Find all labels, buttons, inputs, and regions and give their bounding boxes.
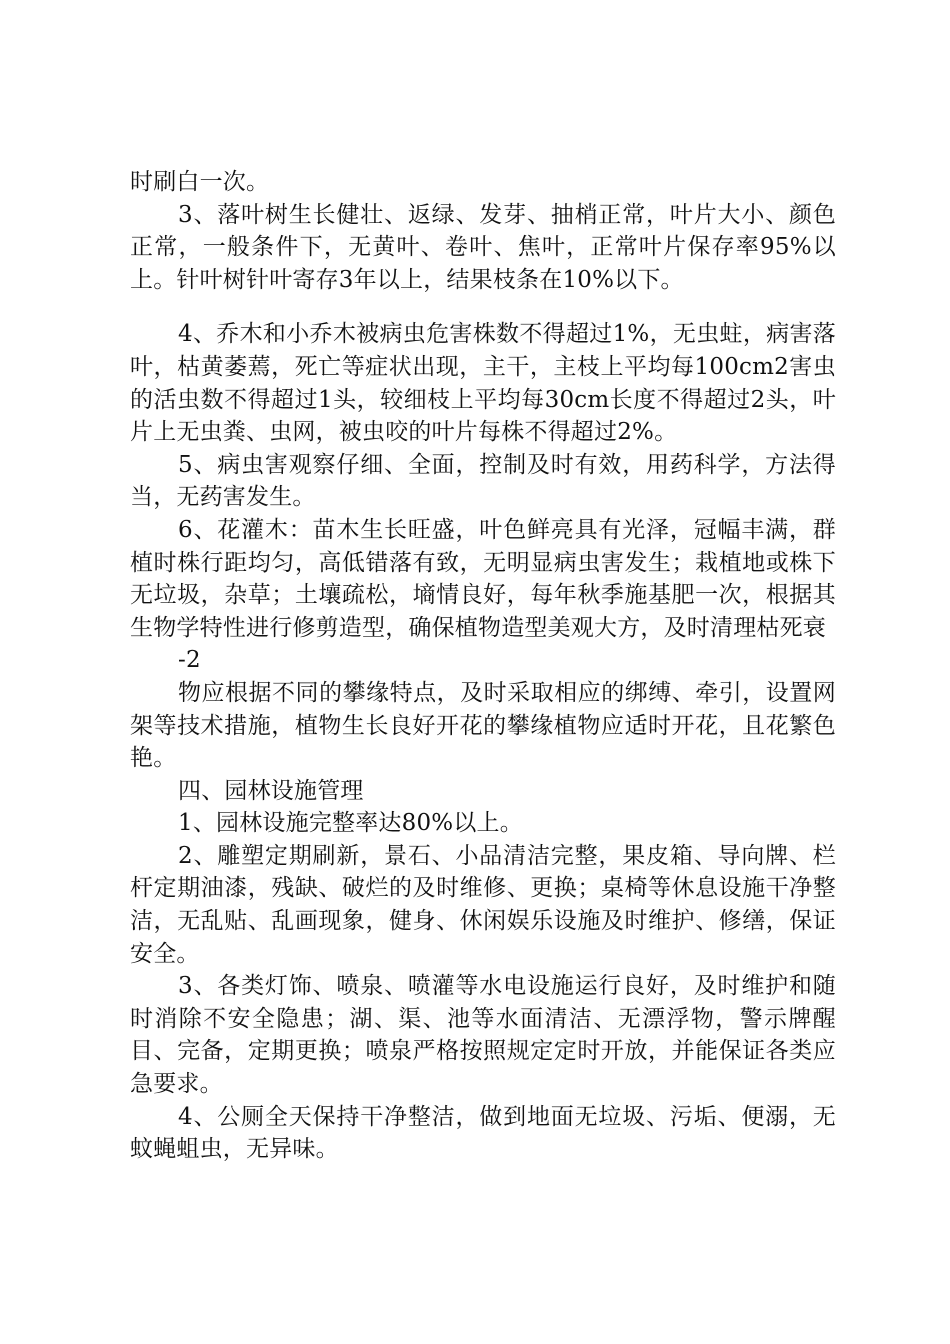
document-body — [130, 166, 836, 1166]
page-marker: -2 — [178, 647, 201, 674]
paragraph-climbing-plants: 物应根据不同的攀缘特点，及时采取相应的绑缚、牵引，设置网架等技术措施，植物生长良好开花的攀缘植物应适时开花，且花繁色艳。 — [130, 679, 836, 772]
paragraph-facility-2: 2、雕塑定期刷新，景石、小品清洁完整，果皮箱、导向牌、栏杆定期油漆，残缺、破烂的及时维修、更换；桌椅等休息设施干净整洁，无乱贴、乱画现象，健身、休闲娱乐设施及时维护、修缮，保证安全。 — [130, 842, 836, 967]
paragraph-facility-4: 4、公厕全天保持干净整洁，做到地面无垃圾、污垢、便溺，无蚊蝇蛆虫，无异味。 — [130, 1103, 836, 1163]
paragraph-item-6: 6、花灌木：苗木生长旺盛，叶色鲜亮具有光泽，冠幅丰满，群植时株行距均匀，高低错落有致，无明显病虫害发生；栽植地或株下无垃圾，杂草；土壤疏松，墒情良好，每年秋季施基肥一次，根据其生物学特性进行修剪造型，确保植物造型美观大方，及时清理枯死衰 — [130, 516, 836, 641]
paragraph-continuation: 时刷白一次。 — [130, 169, 270, 195]
paragraph-item-4: 4、乔木和小乔木被病虫危害株数不得超过1%，无虫蛀，病害落叶，枯黄萎蔫，死亡等症状出现，主干，主枝上平均每100cm2害虫的活虫数不得超过1头，较细枝上平均每30cm长度不得超过2头，叶片上无虫粪、虫网，被虫咬的叶片每株不得超过2%。 — [130, 321, 836, 446]
paragraph-item-3: 3、落叶树生长健壮、返绿、发芽、抽梢正常，叶片大小、颜色正常，一般条件下，无黄叶、卷叶、焦叶，正常叶片保存率95%以上。针叶树针叶寄存3年以上，结果枝条在10%以下。 — [130, 201, 836, 293]
paragraph-item-5: 5、病虫害观察仔细、全面，控制及时有效，用药科学，方法得当，无药害发生。 — [130, 451, 836, 511]
paragraph-facility-3: 3、各类灯饰、喷泉、喷灌等水电设施运行良好，及时维护和随时消除不安全隐患；湖、渠、池等水面清洁、无漂浮物，警示牌醒目、完备，定期更换；喷泉严格按照规定定时开放，并能保证各类应急要求。 — [130, 973, 836, 1098]
paragraph-facility-1: 1、园林设施完整率达80%以上。 — [178, 810, 523, 837]
section-heading-facilities: 四、园林设施管理 — [178, 777, 364, 804]
